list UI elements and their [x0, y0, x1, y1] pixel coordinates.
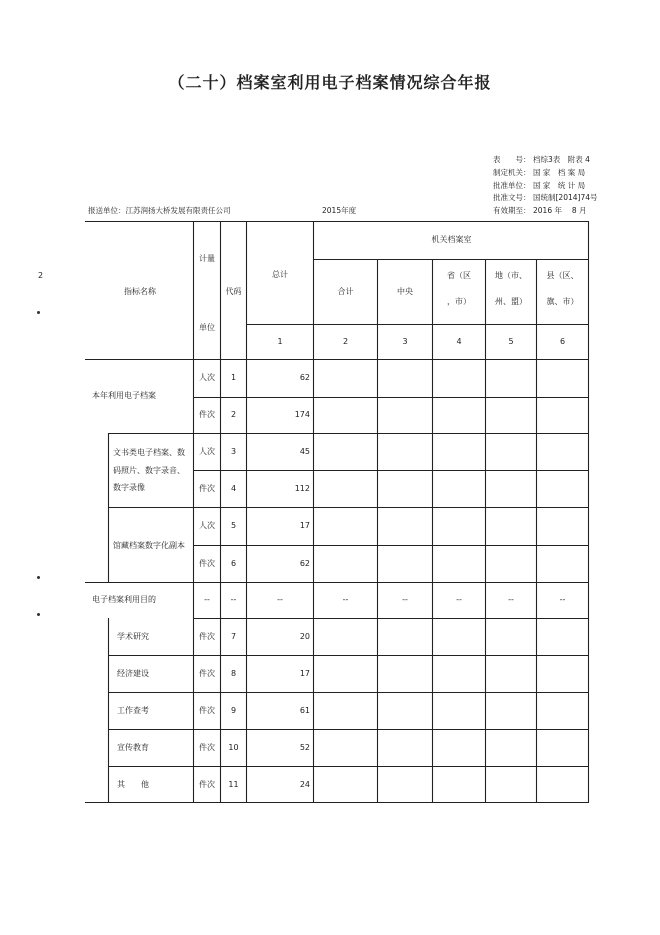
row-unit: 人次 [199, 447, 215, 456]
row-unit: 人次 [199, 521, 215, 530]
header-county-b: 旗、市） [546, 297, 579, 306]
header-code: 代码 [225, 287, 242, 296]
row-total: 62 [299, 559, 310, 568]
row-total: 45 [299, 447, 310, 456]
meta-value: 国 家 档 案 局 [533, 167, 586, 177]
section-line: 文书类电子档案、数 [113, 448, 185, 457]
margin-mark: 2 [38, 271, 44, 280]
report-title: （二十）档案室利用电子档案情况综合年报 [168, 73, 492, 92]
dash-cell: -- [456, 595, 462, 604]
header-prefecture-a: 地（市、 [495, 271, 527, 280]
purpose-name: 经济建设 [117, 669, 149, 678]
dash-cell: -- [342, 595, 349, 604]
row-total: 112 [294, 484, 310, 493]
row-code: 8 [230, 669, 237, 678]
row-total: 174 [294, 410, 310, 419]
row-total: 17 [299, 521, 310, 530]
meta-label: 批准文号： [493, 193, 531, 203]
section-line: 码照片、数字录音、 [113, 465, 185, 475]
section-usage-purpose: 电子档案利用目的 [92, 595, 156, 604]
header-col-number: 6 [559, 337, 566, 346]
dash-cell: -- [508, 595, 514, 604]
row-unit: 件次 [199, 632, 215, 641]
header-province-b: ，市） [447, 297, 471, 306]
header-archive-room-group: 机关档案室 [431, 235, 472, 244]
section-annual-usage: 本年利用电子档案 [92, 391, 156, 400]
header-prefecture-b: 州、盟） [495, 297, 527, 306]
row-unit: 件次 [199, 410, 215, 419]
row-unit: 人次 [199, 373, 215, 382]
header-total: 总计 [272, 270, 288, 279]
reporting-unit: 报送单位：江苏润扬大桥发展有限责任公司 [88, 206, 231, 215]
row-unit: 件次 [199, 706, 215, 715]
row-code: 6 [230, 559, 237, 568]
row-unit: 件次 [199, 743, 215, 752]
purpose-name: 宣传教育 [117, 743, 149, 752]
row-code: 7 [230, 632, 237, 641]
row-code: 5 [230, 521, 237, 530]
dash-cell: -- [402, 595, 408, 604]
meta-value: 档综3表 附表 4 [533, 155, 590, 164]
row-total: 61 [299, 706, 310, 715]
header-indicator-name: 指标名称 [124, 287, 156, 296]
header-subtotal: 合计 [337, 287, 354, 296]
section-digitized-copies: 馆藏档案数字化副本 [113, 541, 185, 550]
header-county-a: 县（区、 [546, 271, 579, 280]
row-code: 2 [230, 410, 237, 419]
row-total: 24 [299, 780, 310, 789]
meta-value: 国统制[2014]74号 [533, 193, 598, 203]
row-unit: 件次 [199, 780, 215, 789]
row-code: 10 [228, 743, 239, 752]
report-year: 2015年度 [322, 206, 357, 215]
meta-label: 表 号： [493, 155, 531, 164]
valid-label: 有效期至： [493, 206, 531, 215]
row-code: 11 [228, 780, 239, 789]
header-unit-top: 计量 [199, 254, 215, 263]
dash-cell: -- [204, 595, 210, 604]
row-code: 3 [230, 447, 237, 456]
row-total: 20 [299, 632, 310, 641]
dash-cell: -- [559, 595, 566, 604]
header-unit-bottom: 单位 [199, 323, 215, 332]
row-total: 62 [299, 373, 310, 382]
header-province-a: 省（区 [447, 271, 471, 280]
header-total-number: 1 [277, 337, 283, 346]
row-code: 1 [230, 373, 237, 382]
row-total: 17 [299, 669, 310, 678]
row-unit: 件次 [199, 559, 215, 568]
meta-label: 批准单位： [493, 180, 531, 190]
purpose-name: 其 他 [117, 780, 149, 789]
section-line: 数字录像 [113, 483, 145, 492]
row-code: 9 [230, 706, 237, 715]
purpose-name: 工作查考 [117, 706, 149, 715]
header-col-number: 5 [508, 337, 514, 346]
row-code: 4 [230, 484, 237, 493]
row-unit: 件次 [199, 669, 215, 678]
valid-value: 2016 年 8 月 [533, 206, 587, 215]
row-unit: 件次 [199, 484, 215, 493]
dash-cell: -- [277, 595, 283, 604]
header-col-number: 3 [402, 337, 408, 346]
meta-value: 国 家 统 计 局 [533, 180, 586, 190]
header-central: 中央 [397, 287, 413, 296]
purpose-name: 学术研究 [117, 632, 149, 641]
meta-label: 制定机关： [493, 167, 531, 177]
row-total: 52 [299, 743, 310, 752]
header-col-number: 2 [342, 337, 349, 346]
section-document-archives [113, 444, 185, 497]
dash-cell: -- [230, 595, 237, 604]
header-col-number: 4 [456, 337, 462, 346]
